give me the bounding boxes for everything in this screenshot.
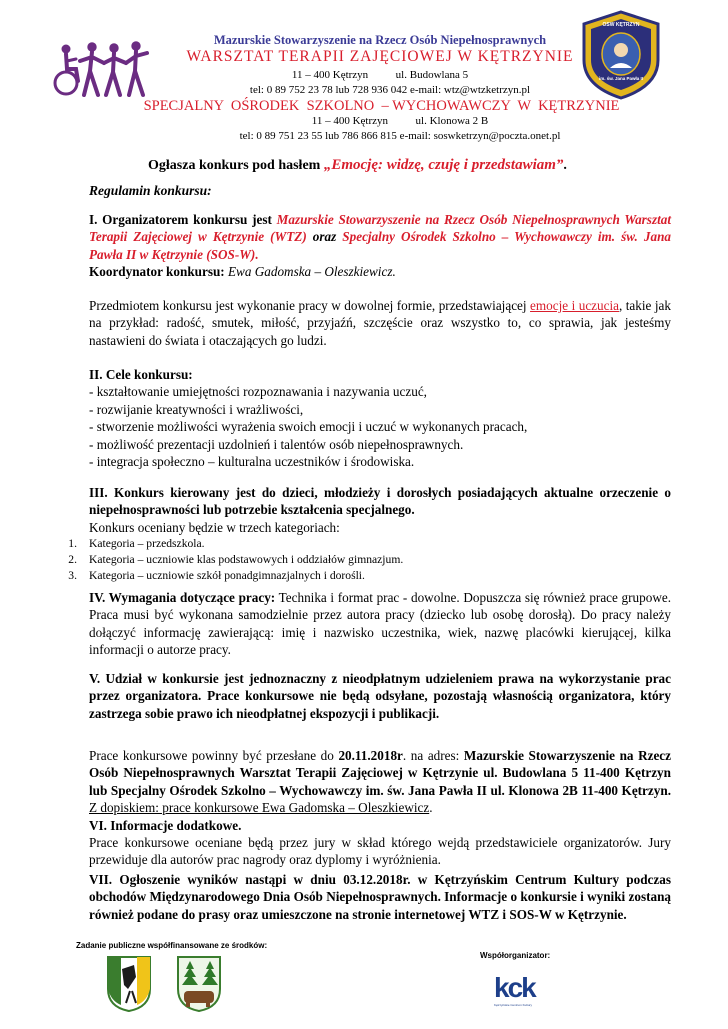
categories-list [68, 536, 671, 584]
funding-label: Zadanie publiczne współfinansowane ze środków: [76, 941, 268, 950]
category-number: 1. [68, 537, 77, 551]
subject-link[interactable]: emocje i uczucia [530, 298, 619, 313]
organizer-conj: oraz [306, 229, 343, 245]
category-number: 3. [68, 569, 77, 583]
kck-logo-mark: kck [494, 972, 535, 1003]
category-item [68, 536, 671, 552]
category-number: 2. [68, 553, 77, 567]
section-results [89, 871, 671, 923]
deadline-mid: . na adres: [402, 748, 464, 763]
sosw-badge-logo [580, 10, 662, 100]
requirements-heading: IV. Wymagania dotyczące pracy: [89, 590, 276, 605]
announcement [148, 157, 567, 174]
wtz-contact: tel: 0 89 752 23 78 lub 728 936 042 e-mail: wtz@wtzketrzyn.pl [249, 84, 531, 96]
subject-before: Przedmiotem konkursu jest wykonanie pracy w dowolnej formie, przedstawiającej [89, 298, 531, 313]
section-goals [89, 366, 671, 470]
contest-subject [89, 297, 671, 349]
category-text: Kategoria – uczniowie klas podstawowych i oddziałów gimnazjum. [89, 553, 404, 567]
goal-item: - możliwość prezentacji uzdolnień i talentów osób niepełnosprawnych. [89, 436, 464, 452]
submission-info [89, 747, 671, 869]
announcement-suffix: . [563, 158, 567, 173]
goals-heading: II. Cele konkursu: [89, 367, 193, 382]
additional-info-text: Prace konkursowe oceniane będą przez jury w skład którego wejdą przedstawiciele organizatorów. Jury przewiduje dla autorów prac nagrody oraz dyplomy i wyróżnienia. [89, 835, 671, 868]
goal-item: - kształtowanie umiejętności rozpoznawania i nazywania uczuć, [89, 384, 427, 400]
wtz-people-logo [50, 41, 150, 99]
goal-item: - integracja społeczno – kulturalna uczestników i środowiska. [89, 454, 415, 470]
submission-note-end: . [429, 800, 433, 816]
categories-intro: Konkurs oceniany będzie w trzech kategoriach: [89, 519, 340, 535]
sosw-address: 11 – 400 Kętrzyn ul. Klonowa 2 B [311, 115, 489, 127]
coordinator-label: Koordynator konkursu: [89, 264, 228, 280]
submission-note: Z dopiskiem: prace konkursowe Ewa Gadomska – Oleszkiewicz [89, 800, 430, 816]
goal-item: - rozwijanie kreatywności i wrażliwości, [89, 401, 304, 417]
wtz-name: WARSZTAT TERAPII ZAJĘCIOWEJ W KĘTRZYNIE [186, 48, 574, 65]
association-name: Mazurskie Stowarzyszenie na Rzecz Osób Niepełnosprawnych [213, 33, 547, 47]
organizer-wtz: Mazurskie Stowarzyszenie na Rzecz Osób Niepełnosprawnych Warsztat Terapii Zajęciowej w Kętrzynie (WTZ) [89, 212, 671, 245]
badge-top-text: OSW KĘTRZYN [602, 22, 640, 28]
category-item [68, 552, 671, 568]
subject-after: , takie jak na przykład: radość, smutek, miłość, przyjaźń, szczęście oraz wszystko to, co sprawia, jak jesteśmy nastawieni do świata i otaczających go ludzi. [89, 298, 671, 348]
deadline-before: Prace konkursowe powinny być przesłane do [89, 748, 339, 763]
category-text: Kategoria – uczniowie szkół ponadgimnazjalnych i dorośli. [89, 569, 365, 583]
kck-logo [494, 973, 544, 1017]
badge-bottom-text: im. św. Jana Pawła II [598, 76, 644, 81]
organizer-sosw: Specjalny Ośrodek Szkolno – Wychowawczy im. św. Jana Pawła II w Kętrzynie (SOS-W). [89, 229, 671, 262]
contest-title: „Emocję: widzę, czuję i przedstawiam” [323, 157, 564, 173]
goal-item: - stworzenie możliwości wyrażenia swoich emocji i uczuć w wykonanych pracach, [89, 419, 528, 435]
audience-heading: III. Konkurs kierowany jest do dzieci, młodzieży i dorosłych posiadających aktualne orzeczenie o niepełnosprawności lub potrzebie kształcenia specjalnego. [89, 485, 671, 518]
rights-text: V. Udział w konkursie jest jednoznaczny z nieodpłatnym udzieleniem prawa na wykorzystanie prac przez organizatora. Prace konkursowe nie będą odsyłane, pozostają własnością organizatora, który zastrzega sobie prawo ich nieodpłatnej ekspozycji i publikacji. [89, 671, 671, 721]
announcement-prefix: Ogłasza konkurs pod hasłem [148, 158, 324, 173]
coordinator-name: Ewa Gadomska – Oleszkiewicz. [228, 264, 396, 280]
section-audience [68, 484, 671, 584]
requirements-text: Technika i format prac - dowolne. Dopuszcza się również prace grupowe. Praca musi być wykonana samodzielnie przez autora pracy (dziecko lub osobę dorosłą). Do pracy należy dołączyć informację zawierającą: imię i nazwisko uczestnika, wiek, nazwę placówki kierującej, kilka informacji o autorze pracy. [89, 590, 671, 658]
coorganizer-label: Współorganizator: [480, 951, 551, 960]
organizer-lead: I. Organizatorem konkursu jest [89, 212, 277, 227]
warminsko-mazurskie-crest [106, 955, 152, 1013]
category-item [68, 568, 671, 584]
regulations-heading: Regulamin konkursu: [89, 183, 212, 198]
sosw-name: SPECJALNY OŚRODEK SZKOLNO – WYCHOWAWCZY W KĘTRZYNIE [143, 98, 620, 114]
submission-address: Mazurskie Stowarzyszenie na Rzecz Osób Niepełnosprawnych Warsztat Terapii Zajęciowej w Kętrzynie ul. Budowlana 5 11-400 Kętrzyn lub Specjalny Ośrodek Szkolno – Wychowawczy im. św. Jana Pawła II ul. Klonowa 2B 11-400 Kętrzyn. [89, 748, 672, 798]
section-requirements [89, 589, 671, 659]
additional-info-heading: VI. Informacje dodatkowe. [89, 817, 242, 833]
wtz-address: 11 – 400 Kętrzyn ul. Budowlana 5 [291, 69, 469, 81]
section-organizer [89, 211, 671, 281]
kck-logo-caption: Kętrzyńskie Centrum Kultury [494, 1003, 533, 1007]
category-text: Kategoria – przedszkola. [89, 537, 205, 551]
results-text: VII. Ogłoszenie wyników nastąpi w dniu 03.12.2018r. w Kętrzyńskim Centrum Kultury podczas obchodów Międzynarodowego Dnia Osób Niepełnosprawnych. Informacje o konkursie i wyniki zostaną również podane do prasy oraz umieszczone na stronie internetowej WTZ i SOS-W w Kętrzynie. [89, 872, 671, 922]
sosw-contact: tel: 0 89 751 23 55 lub 786 866 815 e-mail: soswketrzyn@poczta.onet.pl [239, 130, 561, 142]
deadline-date: 20.11.2018r [338, 748, 403, 763]
section-rights [89, 670, 671, 722]
ketrzyn-county-crest [176, 955, 222, 1013]
